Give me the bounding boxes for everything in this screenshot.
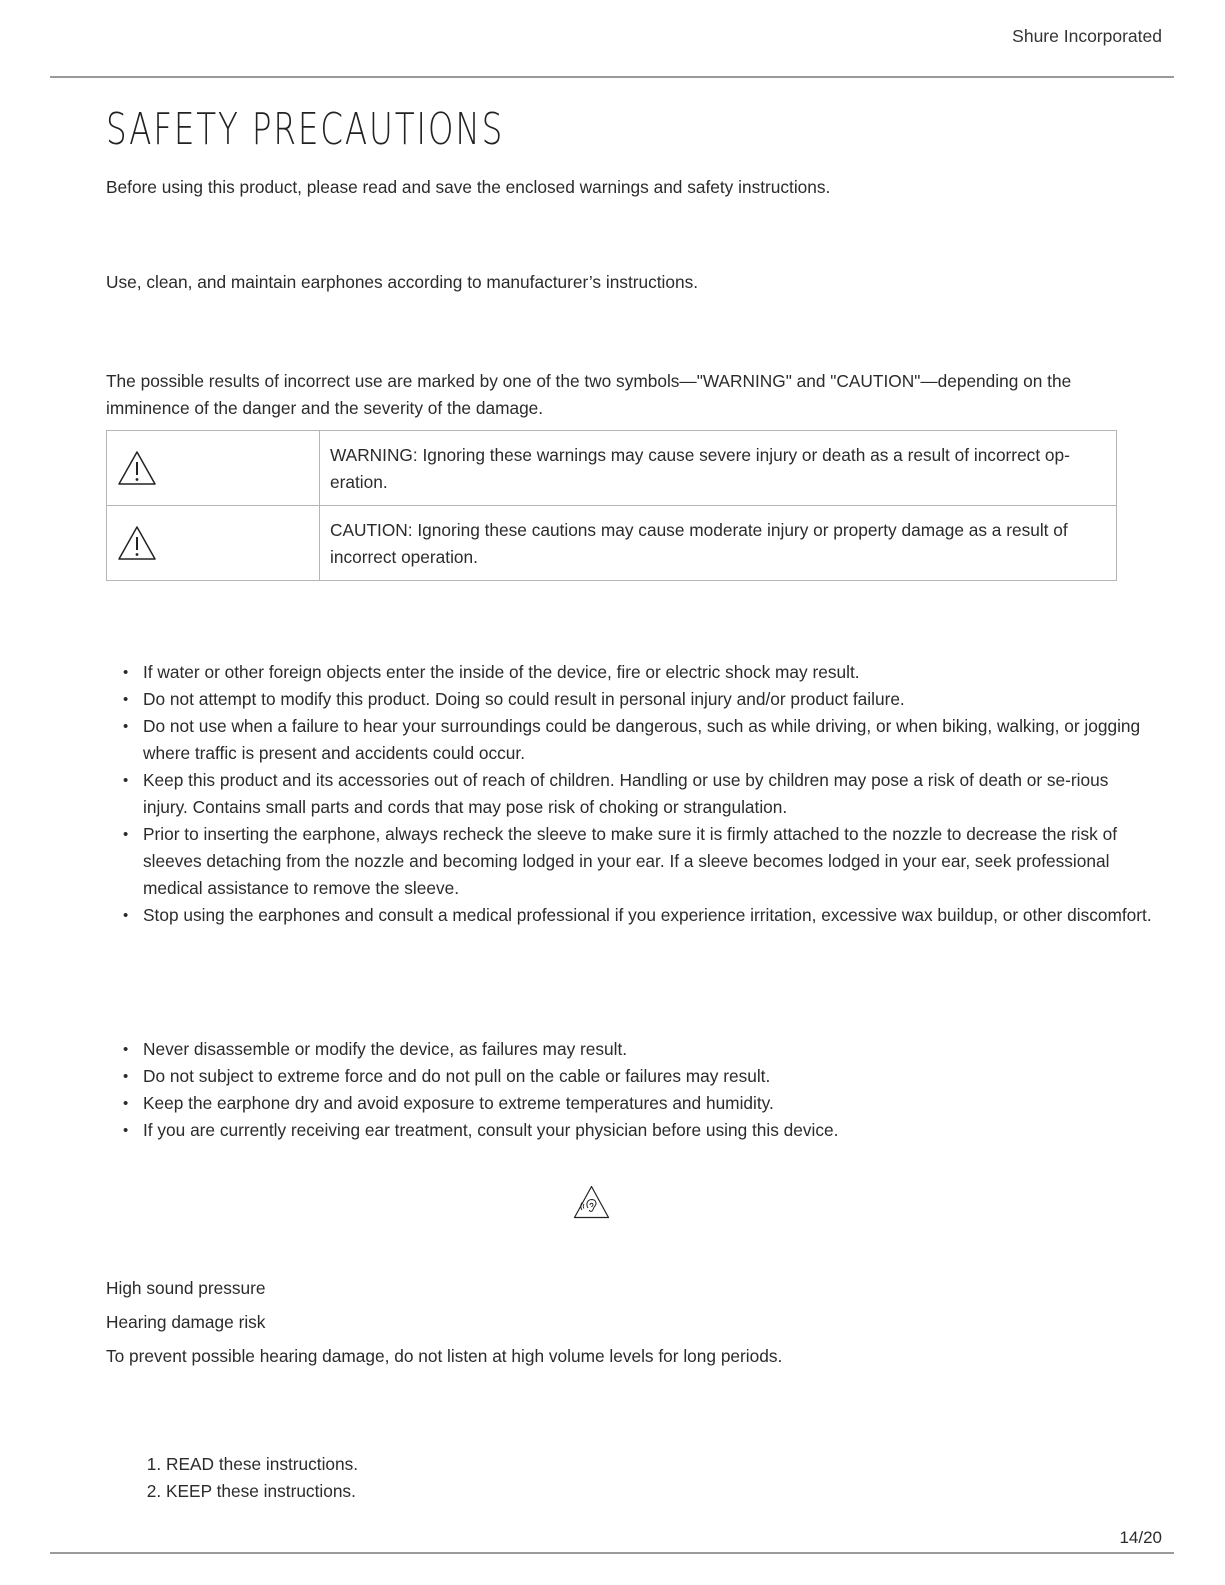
caution-list — [106, 1036, 1155, 1144]
list-item: • Never disassemble or modify the device, as failures may result. — [143, 1036, 1155, 1063]
list-item: 1. READ these instructions. — [166, 1451, 358, 1478]
hearing-line-2: Hearing damage risk — [106, 1312, 266, 1332]
footer-divider — [50, 1552, 1174, 1554]
header-divider — [50, 76, 1174, 78]
list-item: 2. KEEP these instructions. — [166, 1478, 358, 1505]
symbol-table — [106, 430, 1117, 581]
list-item: • Prior to inserting the earphone, always recheck the sleeve to make sure it is firmly attached to the nozzle to decrease the risk of sleeves detaching from the nozzle and becoming lodged in your ear. If a sleeve becomes lodged in your ear, seek professional medical assistance to remove the sleeve. — [143, 821, 1155, 902]
instructions-list — [106, 1451, 358, 1505]
table-row — [107, 506, 1117, 581]
symbol-cell — [107, 506, 320, 581]
list-item: • Do not subject to extreme force and do not pull on the cable or failures may result. — [143, 1063, 1155, 1090]
hearing-line-3: To prevent possible hearing damage, do not listen at high volume levels for long periods. — [106, 1346, 783, 1366]
symbol-cell — [107, 431, 320, 506]
maintain-text: Use, clean, and maintain earphones according to manufacturer’s instructions. — [106, 272, 699, 292]
list-item: • Keep the earphone dry and avoid exposure to extreme temperatures and humidity. — [143, 1090, 1155, 1117]
list-item: • Do not attempt to modify this product. Doing so could result in personal injury and/or product failure. — [143, 686, 1155, 713]
warning-triangle-icon — [117, 450, 157, 486]
list-item: • Stop using the earphones and consult a medical professional if you experience irritation, excessive wax buildup, or other discomfort. — [143, 902, 1155, 929]
warning-description: WARNING: Ignoring these warnings may cause severe injury or death as a result of incorrect op-eration. — [320, 431, 1117, 506]
list-item: • Do not use when a failure to hear your surroundings could be dangerous, such as while driving, or when biking, walking, or jogging where traffic is present and accidents could occur. — [143, 713, 1155, 767]
list-item: • If you are currently receiving ear treatment, consult your physician before using this device. — [143, 1117, 1155, 1144]
warning-list — [106, 659, 1155, 929]
list-item: • If water or other foreign objects enter the inside of the device, fire or electric shock may result. — [143, 659, 1155, 686]
page-title: SAFETY PRECAUTIONS — [106, 104, 505, 155]
symbols-intro-text: The possible results of incorrect use are marked by one of the two symbols—"WARNING" and "CAUTION"—depending on the imminence of the danger and the severity of the damage. — [106, 371, 1072, 418]
company-name: Shure Incorporated — [1012, 26, 1162, 46]
page-number: 14/20 — [1119, 1528, 1162, 1547]
hearing-line-1: High sound pressure — [106, 1278, 266, 1298]
hearing-hazard-icon — [573, 1185, 610, 1219]
list-item: • Keep this product and its accessories out of reach of children. Handling or use by children may pose a risk of death or se-rious injury. Contains small parts and cords that may pose risk of choking or strangulation. — [143, 767, 1155, 821]
intro-text: Before using this product, please read and save the enclosed warnings and safety instructions. — [106, 177, 831, 197]
caution-description: CAUTION: Ignoring these cautions may cause moderate injury or property damage as a result of incorrect operation. — [320, 506, 1117, 581]
table-row — [107, 431, 1117, 506]
warning-triangle-icon — [117, 525, 157, 561]
